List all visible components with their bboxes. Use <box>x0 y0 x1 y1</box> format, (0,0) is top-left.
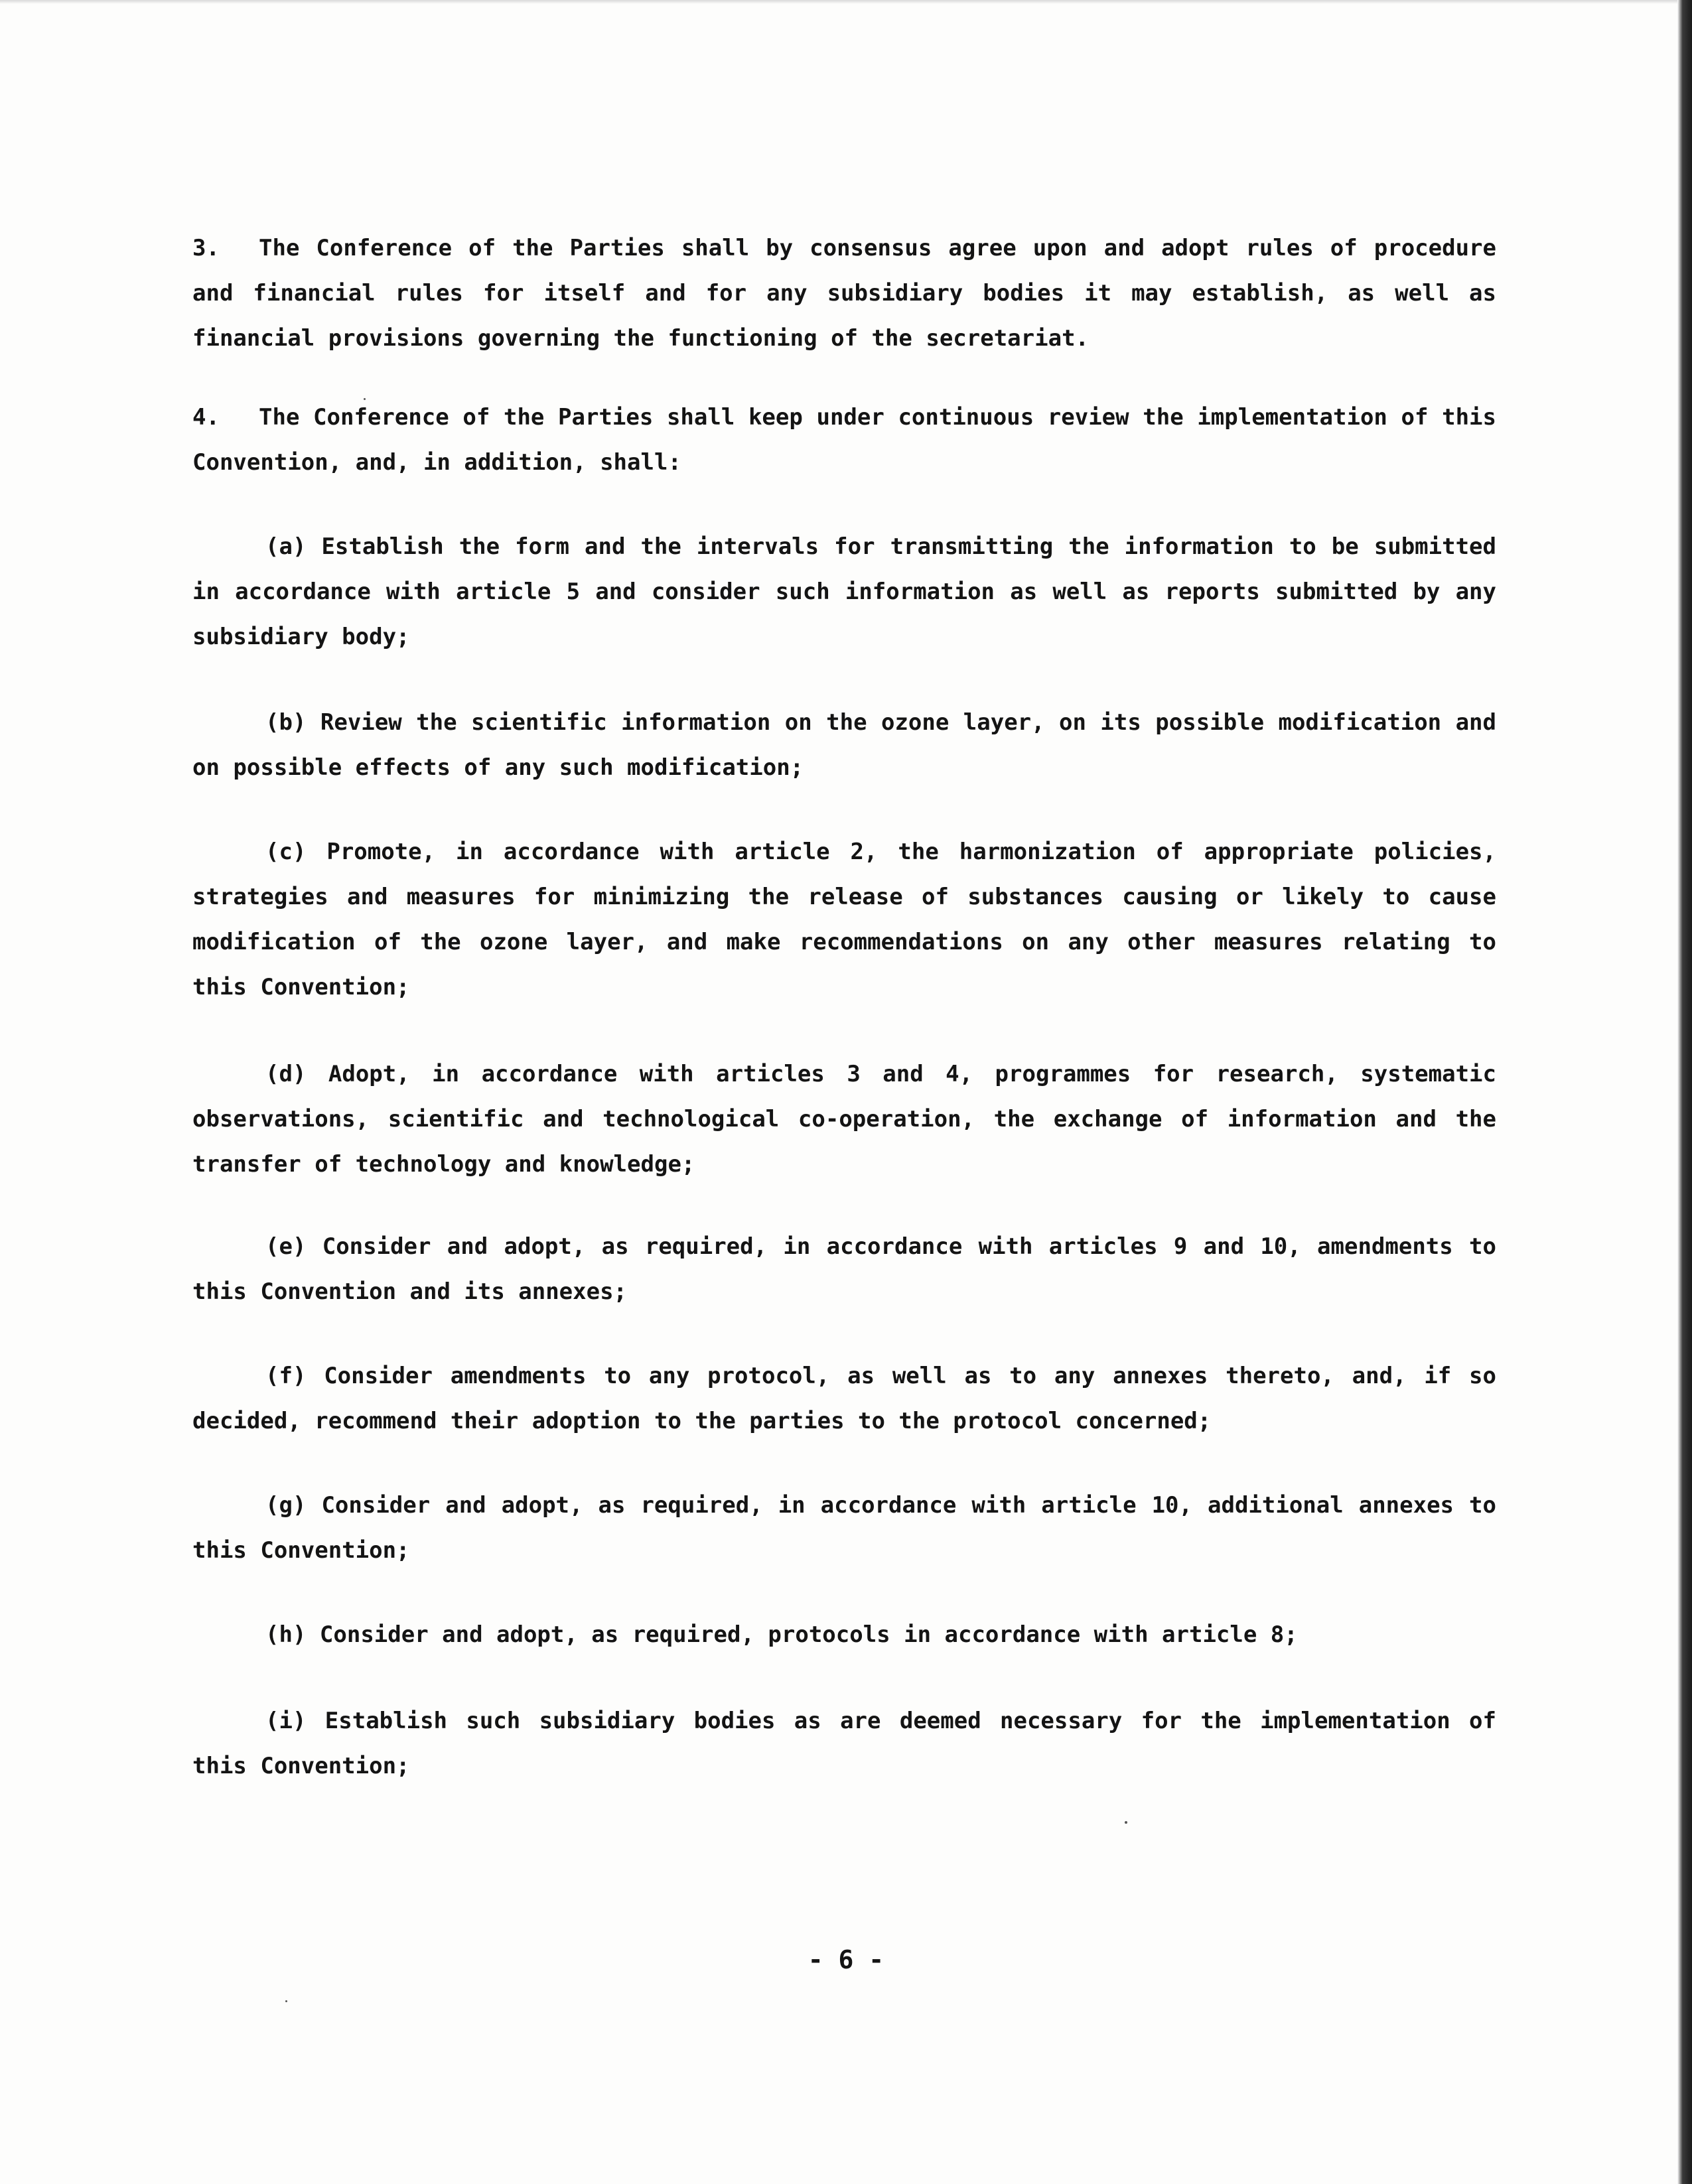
item-label: (e) <box>265 1233 307 1260</box>
item-text: Consider and adopt, as required, protocols in accordance with article 8; <box>319 1621 1298 1648</box>
scan-speck <box>285 2000 287 2002</box>
paragraph-number: 4. <box>192 404 220 431</box>
paragraph-3 <box>192 226 1496 361</box>
list-item-f <box>192 1353 1496 1444</box>
item-text: Review the scientific information on the ozone layer, on its possible modification and on possible effects of any such modification; <box>192 709 1496 781</box>
page-number: - 6 - <box>808 1945 884 1974</box>
list-item-b <box>192 700 1496 790</box>
paragraph-text: The Conference of the Parties shall by consensus agree upon and adopt rules of procedure and financial rules for itself and for any subsidiary bodies it may establish, as well as financial provisions governing the functioning of the secretariat. <box>192 235 1496 352</box>
item-text: Consider amendments to any protocol, as well as to any annexes thereto, and, if so decided, recommend their adoption to the parties to the protocol concerned; <box>192 1363 1496 1434</box>
item-label: (c) <box>265 839 307 865</box>
item-label: (a) <box>265 533 307 560</box>
item-label: (i) <box>265 1708 307 1734</box>
item-label: (b) <box>265 709 307 736</box>
list-item-i <box>192 1698 1496 1789</box>
item-text: Consider and adopt, as required, in accordance with articles 9 and 10, amendments to this Convention and its annexes; <box>192 1233 1496 1305</box>
item-text: Establish such subsidiary bodies as are deemed necessary for the implementation of this Convention; <box>192 1708 1496 1779</box>
item-text: Adopt, in accordance with articles 3 and 4, programmes for research, systematic observations, scientific and technological co-operation, the exchange of information and the transfer of technology and knowledge; <box>192 1061 1496 1178</box>
scan-edge-right <box>1677 0 1692 2184</box>
item-label: (g) <box>265 1492 307 1519</box>
list-item-e <box>192 1224 1496 1314</box>
item-label: (h) <box>265 1621 307 1648</box>
list-item-g <box>192 1483 1496 1573</box>
paragraph-number: 3. <box>192 235 220 261</box>
list-item-d <box>192 1052 1496 1187</box>
list-item-a <box>192 524 1496 659</box>
list-item-c <box>192 829 1496 1010</box>
paragraph-text: The Conference of the Parties shall keep under continuous review the implementation of this Convention, and, in addition, shall: <box>192 404 1496 476</box>
list-item-h <box>192 1612 1496 1657</box>
scan-speck <box>364 398 366 400</box>
item-text: Promote, in accordance with article 2, the harmonization of appropriate policies, strategies and measures for minimizing the release of substances causing or likely to cause modification of the ozone layer, and make recommendations on any other measures relating to this Convention; <box>192 839 1496 1000</box>
scan-edge-top <box>0 0 1692 4</box>
item-label: (d) <box>265 1061 307 1087</box>
paragraph-4 <box>192 395 1496 485</box>
item-text: Establish the form and the intervals for transmitting the information to be submitted in accordance with article 5 and consider such information as well as reports submitted by any subsidiary body; <box>192 533 1496 650</box>
item-text: Consider and adopt, as required, in accordance with article 10, additional annexes to this Convention; <box>192 1492 1496 1564</box>
item-label: (f) <box>265 1363 307 1389</box>
scan-speck <box>1125 1821 1127 1824</box>
